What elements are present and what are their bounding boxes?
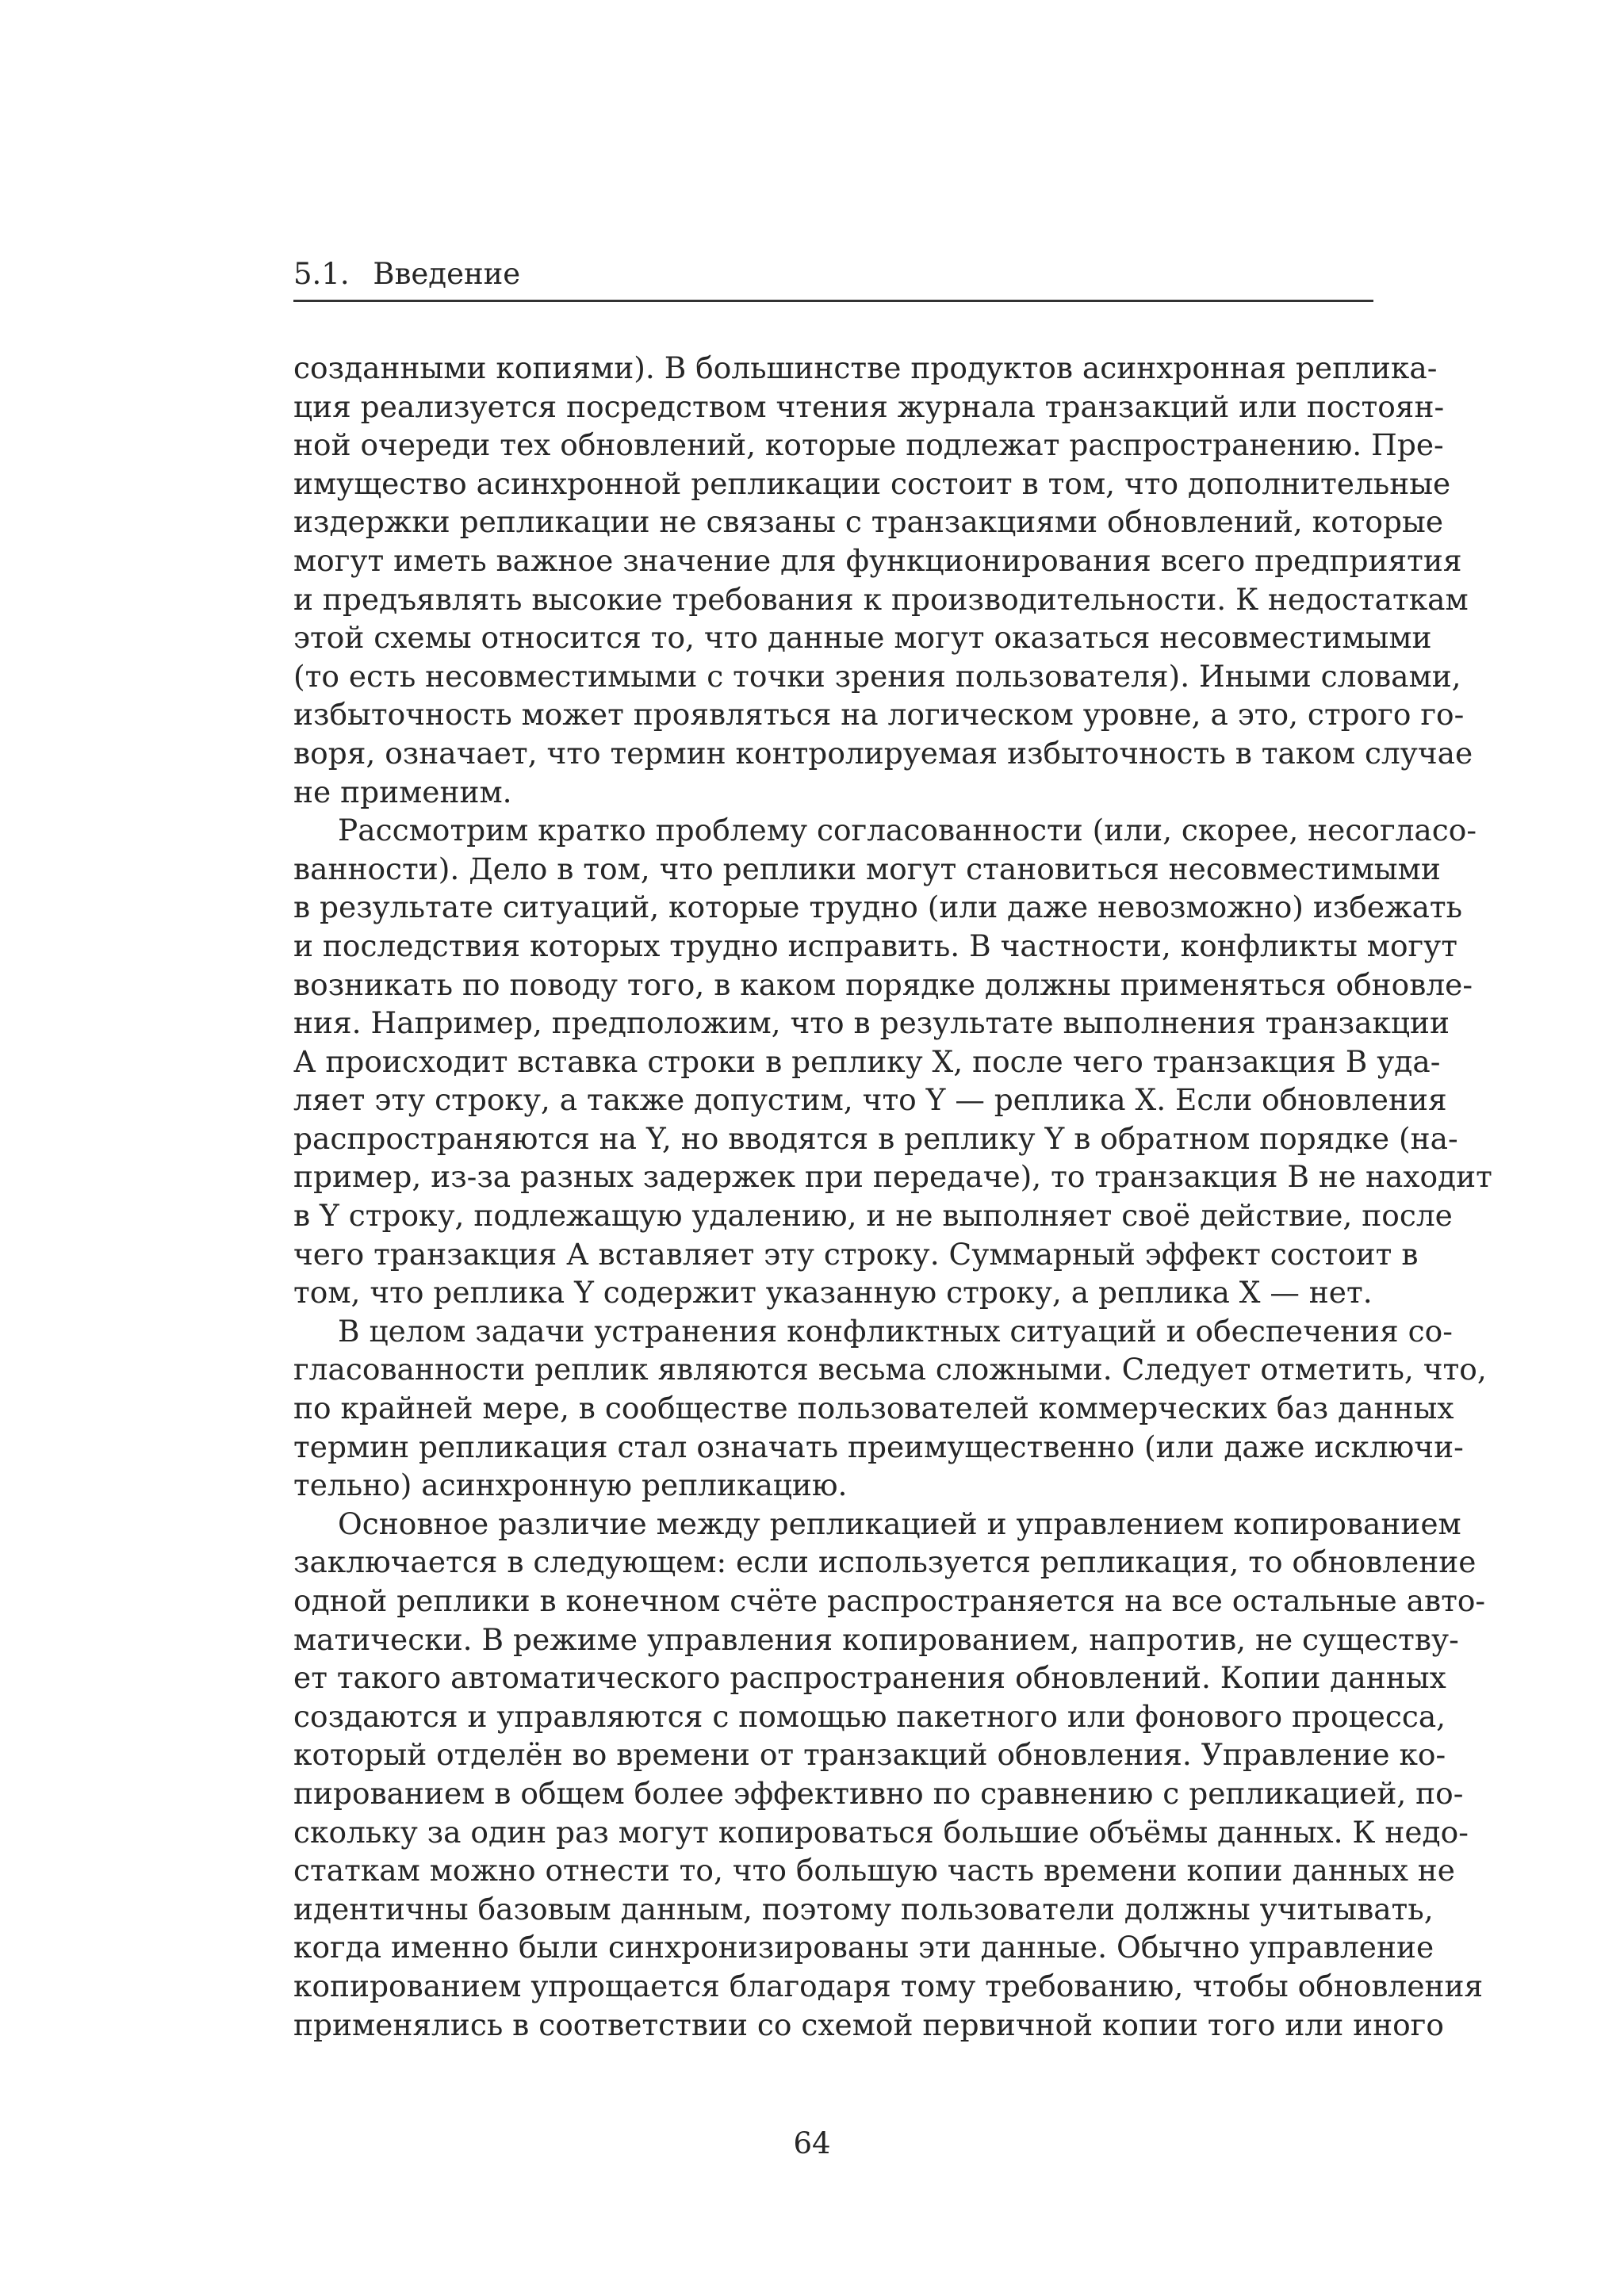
text-line: возникать по поводу того, в каком порядке должны применяться обновле- — [293, 966, 1473, 1002]
text-line: ной очереди тех обновлений, которые подлежат распространению. Пре- — [293, 427, 1444, 463]
page-number: 64 — [793, 2126, 831, 2160]
text-line: избыточность может проявляться на логическом уровне, а это, строго го- — [293, 697, 1465, 733]
text-line: по крайней мере, в сообществе пользователей коммерческих баз данных — [293, 1391, 1454, 1426]
text-line: в результате ситуаций, которые трудно (или даже невозможно) избежать — [293, 890, 1463, 925]
text-line: в Y строку, подлежащую удалению, и не выполняет своё действие, после — [293, 1198, 1453, 1234]
text-line: В целом задачи устранения конфликтных ситуаций и обеспечения со- — [338, 1313, 1453, 1349]
text-line: не применим. — [293, 774, 512, 809]
section-title: Введение — [373, 257, 521, 291]
text-line: одной реплики в конечном счёте распространяется на все остальные авто- — [293, 1583, 1486, 1618]
text-line: копированием упрощается благодаря тому требованию, чтобы обновления — [293, 1968, 1484, 2003]
text-line: этой схемы относится то, что данные могут оказаться несовместимыми — [293, 620, 1432, 656]
text-line: могут иметь важное значение для функционирования всего предприятия — [293, 542, 1462, 578]
text-line: ляет эту строку, а также допустим, что Y — реплика X. Если обновления — [293, 1082, 1447, 1118]
text-line: том, что реплика Y содержит указанную строку, а реплика X — нет. — [293, 1275, 1373, 1311]
text-line: пированием в общем более эффективно по сравнению с репликацией, по- — [293, 1775, 1464, 1811]
text-line: и предъявлять высокие требования к производительности. К недостаткам — [293, 581, 1469, 617]
text-line: статкам можно отнести то, что большую часть времени копии данных не — [293, 1853, 1455, 1888]
text-line: чего транзакция А вставляет эту строку. Суммарный эффект состоит в — [293, 1236, 1419, 1272]
text-line: созданными копиями). В большинстве продуктов асинхронная реплика- — [293, 350, 1438, 385]
text-line: применялись в соответствии со схемой первичной копии того или иного — [293, 2007, 1444, 2042]
text-line: создаются и управляются с помощью пакетного или фонового процесса, — [293, 1698, 1446, 1734]
text-line: ет такого автоматического распространения обновлений. Копии данных — [293, 1660, 1446, 1696]
text-line: ция реализуется посредством чтения журнала транзакций или постоян- — [293, 388, 1445, 424]
text-line: тельно) асинхронную репликацию. — [293, 1468, 848, 1503]
text-line: когда именно были синхронизированы эти данные. Обычно управление — [293, 1930, 1434, 1965]
running-header — [293, 255, 1373, 302]
body-text — [293, 349, 1492, 2044]
text-line: Рассмотрим кратко проблему согласованности (или, скорее, несогласо- — [338, 813, 1477, 848]
text-line: (то есть несовместимыми с точки зрения пользователя). Иными словами, — [293, 658, 1461, 694]
text-line: издержки репликации не связаны с транзакциями обновлений, которые — [293, 504, 1444, 540]
text-line: имущество асинхронной репликации состоит в том, что дополнительные — [293, 465, 1451, 501]
text-line: скольку за один раз могут копироваться большие объёмы данных. К недо- — [293, 1814, 1469, 1850]
text-line: гласованности реплик являются весьма сложными. Следует отметить, что, — [293, 1352, 1487, 1387]
text-line: ванности). Дело в том, что реплики могут становиться несовместимыми — [293, 851, 1441, 886]
text-line: и последствия которых трудно исправить. В частности, конфликты могут — [293, 928, 1457, 963]
text-line: термин репликация стал означать преимущественно (или даже исключи- — [293, 1429, 1464, 1464]
section-number: 5.1. — [293, 257, 350, 291]
text-line: ния. Например, предположим, что в результате выполнения транзакции — [293, 1005, 1450, 1041]
text-line: заключается в следующем: если используется репликация, то обновление — [293, 1544, 1477, 1580]
text-line: матически. В режиме управления копированием, напротив, не существу- — [293, 1621, 1459, 1657]
text-line: распространяются на Y, но вводятся в реплику Y в обратном порядке (на- — [293, 1120, 1458, 1156]
text-line: Основное различие между репликацией и управлением копированием — [338, 1506, 1461, 1541]
text-line: А происходит вставка строки в реплику X, после чего транзакция B уда- — [293, 1043, 1441, 1079]
text-line: идентичны базовым данным, поэтому пользователи должны учитывать, — [293, 1891, 1434, 1927]
text-line: который отделён во времени от транзакций обновления. Управление ко- — [293, 1737, 1446, 1773]
text-line: воря, означает, что термин контролируемая избыточность в таком случае — [293, 735, 1473, 771]
text-line: пример, из-за разных задержек при передаче), то транзакция B не находит — [293, 1159, 1492, 1195]
